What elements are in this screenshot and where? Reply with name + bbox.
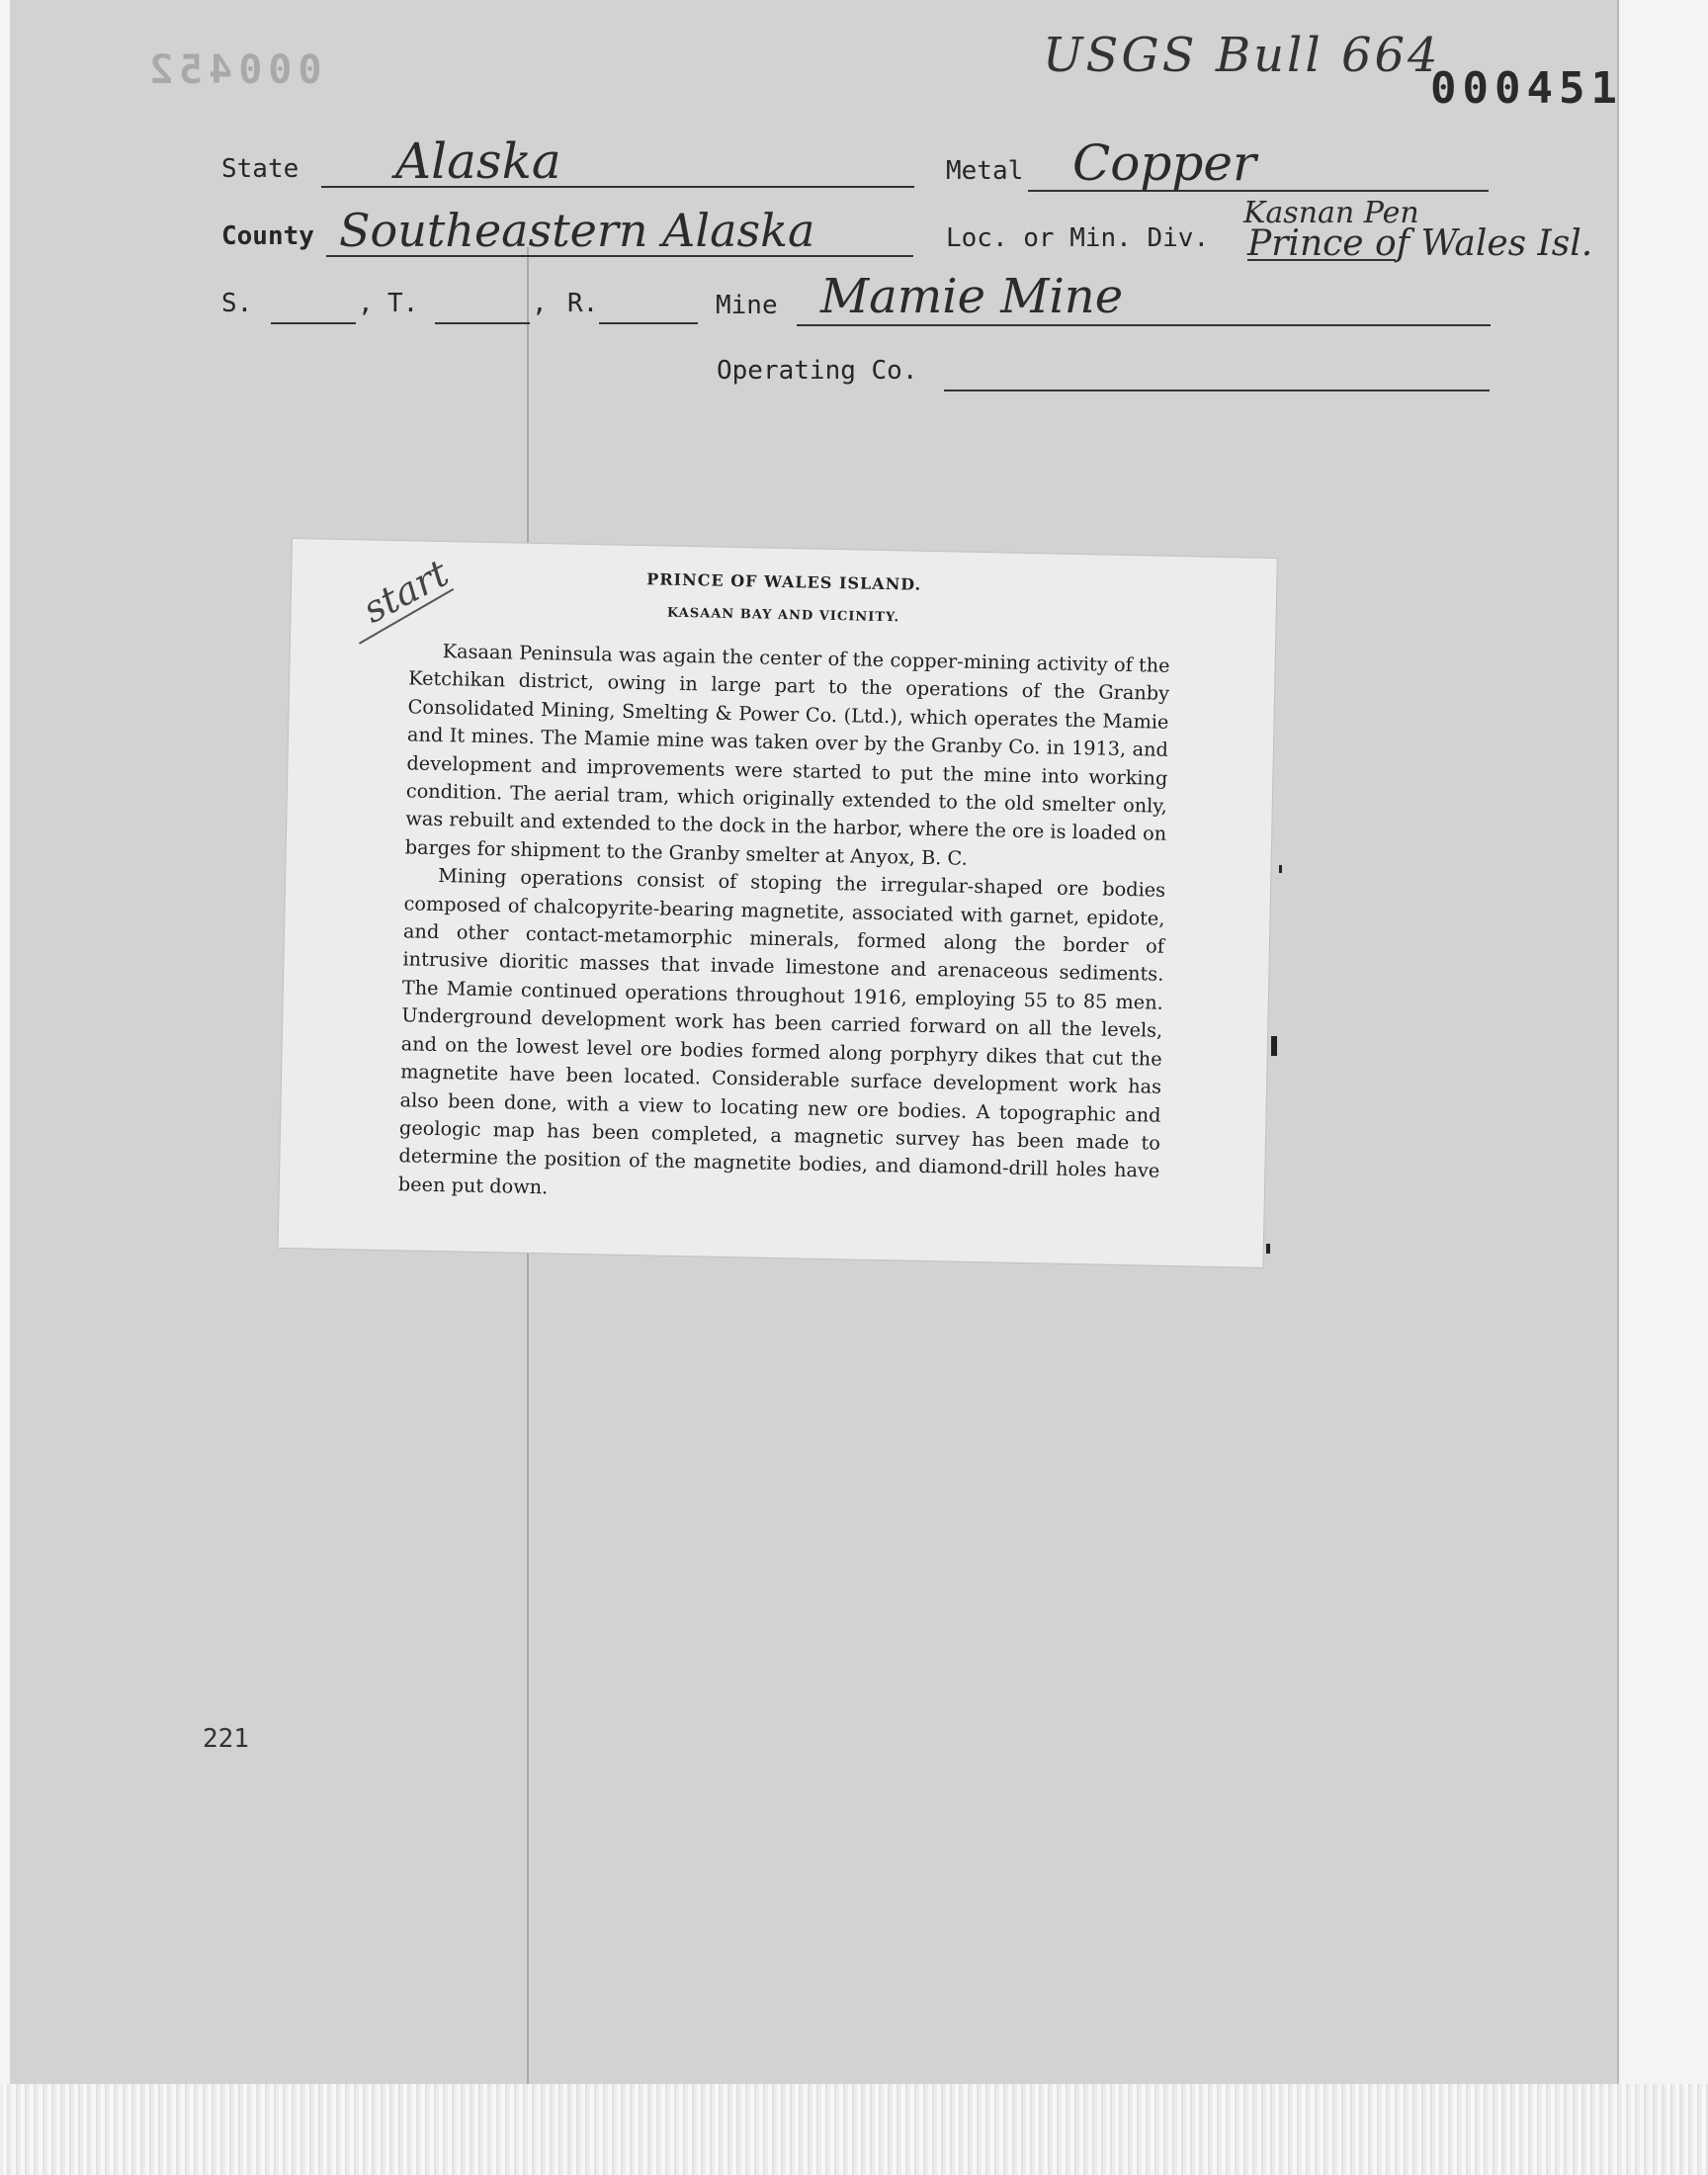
edge-mark <box>1279 865 1282 873</box>
township-line <box>435 322 530 324</box>
clipping-heading: PRINCE OF WALES ISLAND. <box>646 569 922 594</box>
page-number: 221 <box>203 1724 249 1754</box>
clipping-paragraph: Mining operations consist of stoping the irregular-shaped ore bodies composed of chalcopyrite-bearing magnetite, associated with garnet, epidote, and other contact-metamorphic minerals, formed along the border of intrusive dioritic masses that invade limestone and arenaceous sediments. The Mamie continued operations throughout 1916, employing 55 to 85 men. Underground development work has been carried forward on all the levels, and on the lowest level ore bodies formed along porphyry dikes that cut the magnetite have been located. Considerable surface development work has also been done, with a view to locating new ore bodies. A topographic and geologic map has been completed, a magnetic survey has been made to determine the position of the magnetite bodies, and diamond-drill holes have been put down. <box>397 864 1166 1199</box>
mine-label: Mine <box>716 291 778 320</box>
clipping-body <box>398 637 1170 1213</box>
section-label: S. <box>221 289 253 318</box>
township-label: T. <box>387 289 419 318</box>
operating-co-label: Operating Co. <box>717 356 918 386</box>
edge-mark <box>1271 1036 1277 1056</box>
mirrored-stamp-number: 000452 <box>143 47 322 93</box>
edge-mark <box>1266 1244 1270 1254</box>
stamp-number: 000451 <box>1430 63 1623 114</box>
metal-value: Copper <box>1072 134 1256 192</box>
loc-value-line2: Prince of Wales Isl. <box>1247 223 1593 264</box>
loc-value-line1: Kasnan Pen <box>1243 196 1419 230</box>
range-line <box>599 322 698 324</box>
clipping-subheading: KASAAN BAY AND VICINITY. <box>666 605 900 626</box>
county-label: County <box>221 221 314 251</box>
loc-label: Loc. or Min. Div. <box>946 223 1210 253</box>
metal-label: Metal <box>946 156 1024 186</box>
section-line <box>271 322 356 324</box>
state-label: State <box>221 154 299 184</box>
handwritten-reference: USGS Bull 664 <box>1043 28 1441 83</box>
scan-margin <box>0 2084 1708 2175</box>
state-value: Alaska <box>395 132 561 190</box>
start-annotation: start <box>356 551 456 632</box>
pasted-clipping <box>279 539 1277 1267</box>
operating-co-line <box>944 390 1490 392</box>
county-value: Southeastern Alaska <box>339 204 815 257</box>
range-label: R. <box>567 289 599 318</box>
clipping-paragraph: Kasaan Peninsula was again the center of the copper-mining activity of the Ketchikan district, owing in large part to the operations of the Granby Consolidated Mining, Smelting & Power Co. (Ltd.), which operates the Mamie and It mines. The Mamie mine was taken over by the Granby Co. in 1913, and development and improvements were started to put the mine into working condition. The aerial tram, which originally extended to the old smelter only, was rebuilt and extended to the dock in the harbor, where the ore is loaded on barges for shipment to the Granby smelter at Anyox, B. C. <box>404 640 1170 870</box>
mine-value: Mamie Mine <box>820 269 1124 324</box>
mine-line <box>797 324 1491 326</box>
